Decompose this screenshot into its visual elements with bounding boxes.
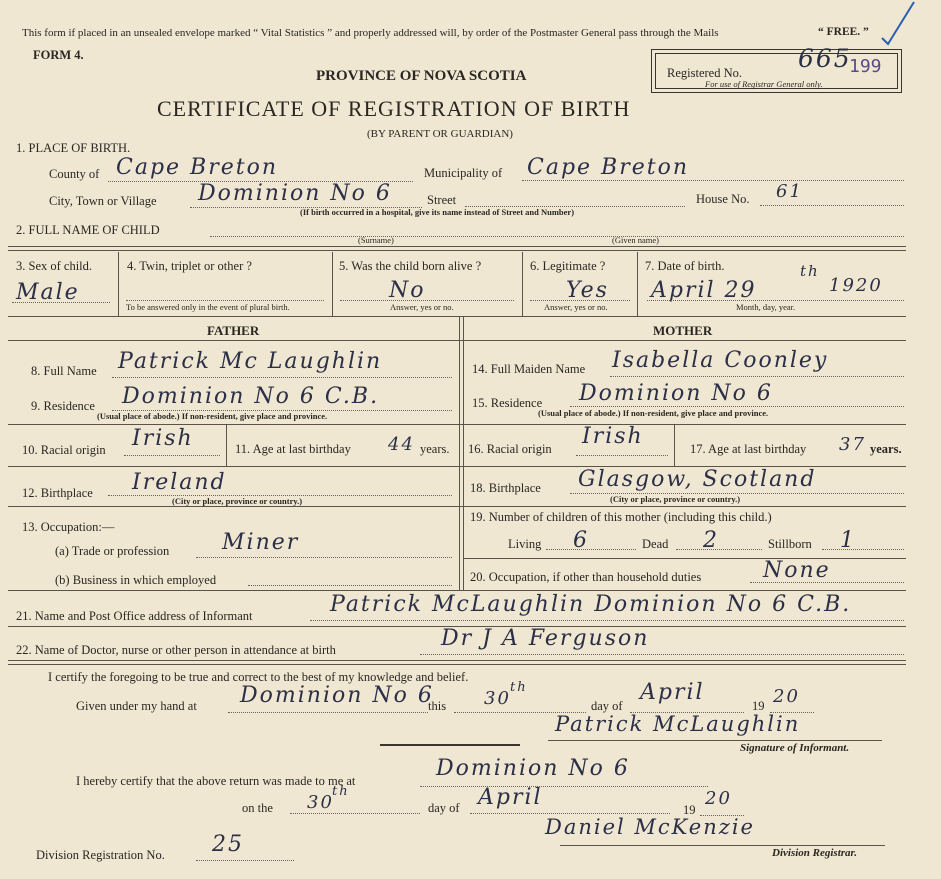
province-heading: PROVINCE OF NOVA SCOTIA bbox=[316, 68, 527, 84]
legitimate-value: Yes bbox=[566, 278, 609, 303]
mother-residence: Dominion No 6 bbox=[579, 381, 773, 406]
dob-year: 1920 bbox=[829, 275, 883, 296]
informant-signature: Patrick McLaughlin bbox=[555, 712, 801, 736]
registered-stamp: 199 bbox=[849, 56, 882, 77]
subtitle: (BY PARENT OR GUARDIAN) bbox=[367, 128, 513, 140]
certify-line: I certify the foregoing to be true and correct to the best of my knowledge and belief. bbox=[48, 670, 469, 684]
mother-racial-origin: Irish bbox=[582, 424, 644, 449]
county-value: Cape Breton bbox=[116, 155, 279, 180]
child-name-label: 2. FULL NAME OF CHILD bbox=[16, 223, 160, 237]
father-name: Patrick Mc Laughlin bbox=[118, 349, 383, 374]
mail-notice: This form if placed in an unsealed envelope marked “ Vital Statistics ” and properly addressed will, by order of the Postmaster General pass through the Mails bbox=[22, 27, 719, 39]
municipality-value: Cape Breton bbox=[527, 155, 690, 180]
born-alive-value: No bbox=[389, 278, 426, 303]
checkmark-icon bbox=[878, 0, 918, 48]
registrar-note: For use of Registrar General only. bbox=[705, 79, 823, 89]
registrar-line: I hereby certify that the above return was made to me at bbox=[76, 774, 356, 788]
father-birthplace: Ireland bbox=[132, 470, 227, 495]
father-trade: Miner bbox=[222, 530, 300, 555]
informant-value: Patrick McLaughlin Dominion No 6 C.B. bbox=[330, 592, 852, 617]
mail-free: “ FREE. ” bbox=[818, 26, 869, 38]
form-number: FORM 4. bbox=[33, 48, 84, 62]
house-number: 61 bbox=[776, 181, 803, 202]
father-age: 44 bbox=[388, 434, 415, 455]
father-racial-origin: Irish bbox=[132, 426, 194, 451]
city-value: Dominion No 6 bbox=[198, 181, 392, 206]
mother-name: Isabella Coonley bbox=[612, 348, 829, 373]
father-residence: Dominion No 6 C.B. bbox=[122, 384, 380, 409]
registrar-month: April bbox=[478, 785, 543, 810]
dob-value: April 29 bbox=[651, 278, 757, 303]
given-place: Dominion No 6 bbox=[240, 683, 434, 708]
sex-value: Male bbox=[16, 280, 80, 305]
dead-count: 2 bbox=[703, 528, 719, 553]
mother-age: 37 bbox=[839, 434, 866, 455]
page-title: CERTIFICATE OF REGISTRATION OF BIRTH bbox=[157, 96, 631, 121]
doctor-value: Dr J A Ferguson bbox=[441, 626, 650, 651]
mother-heading: MOTHER bbox=[653, 323, 713, 338]
given-month: April bbox=[640, 680, 705, 705]
place-heading: 1. PLACE OF BIRTH. bbox=[16, 141, 131, 155]
living-count: 6 bbox=[573, 528, 589, 553]
birth-certificate: This form if placed in an unsealed envelope marked “ Vital Statistics ” and properly addressed will, by order of the Postmaster General pass through the Mails “ FREE. ” FORM 4. Registered No. 665 199 For use of Registrar General only. PROVINCE OF NOVA SCOTIA CERTIFICATE OF REGISTRATION OF BIRTH (BY PARENT OR GUARDIAN) 1. PLACE OF BIRTH. County of Cape Breton Municipality of Cape Breton City, Town or Village Dominion No 6 Street House No. 61 (If birth occurred in a hospital, give its name instead of Street and Number) 2. FULL NAME OF CHILD (Surname) (Given name) 3. Sex of child. Male 4. Twin, triplet or other ? To be answered only in the event of plural birth. 5. Was the child born alive ? No Answer, yes or no. 6. Legitimate ? Yes Answer, yes or no. 7. Date of birth. April 29 th 1920 Month, day, year. FATHER MOTHER 8. Full Name Patrick Mc Laughlin 14. Full Maiden Name Isabella Coonley 9. Residence Dominion No 6 C.B. (Usual place of abode.) If non-resident, give place and province. 15. Residence Dominion No 6 (Usual place of abode.) If non-resident, give place and province. 10. Racial origin Irish 11. Age at last birthday 44 years. 16. Racial origin Irish 17. Age at last birthday 37 years. 12. Birthplace Ireland (City or place, province or country.) 18. Birthplace Glasgow, Scotland (City or place, province or country.) 13. Occupation:— (a) Trade or profession Miner (b) Business in which employed 19. Number of children of this mother (including this child.) Living 6 Dead 2 Stillborn 1 20. Occupation, if other than household duties None 21. Name and Post Office address of Informant Patrick McLaughlin Dominion No 6 C.B. 22. Name of Doctor, nurse or other person in attendance at birth Dr J A Ferguson I certify the foregoing to be true and correct to the best of my knowledge and belief. Given under my hand at Dominion No 6 this 30 th day of April 19 20 Patrick McLaughlin Signature of Informant. I hereby certify that the above return was made to me at Dominion No 6 on the 30 th day of April 19 20 Daniel McKenzie Division Registrar. Division Registration No. 25 bbox=[0, 0, 941, 879]
mother-birthplace: Glasgow, Scotland bbox=[578, 467, 817, 492]
stillborn-count: 1 bbox=[840, 528, 856, 553]
mother-occupation: None bbox=[763, 558, 831, 583]
registrar-signature: Daniel McKenzie bbox=[545, 815, 755, 839]
registrar-place: Dominion No 6 bbox=[436, 756, 630, 781]
division-number: 25 bbox=[212, 832, 244, 857]
father-heading: FATHER bbox=[207, 323, 260, 338]
registered-number: 665 bbox=[798, 44, 852, 73]
registered-label: Registered No. bbox=[667, 66, 742, 80]
